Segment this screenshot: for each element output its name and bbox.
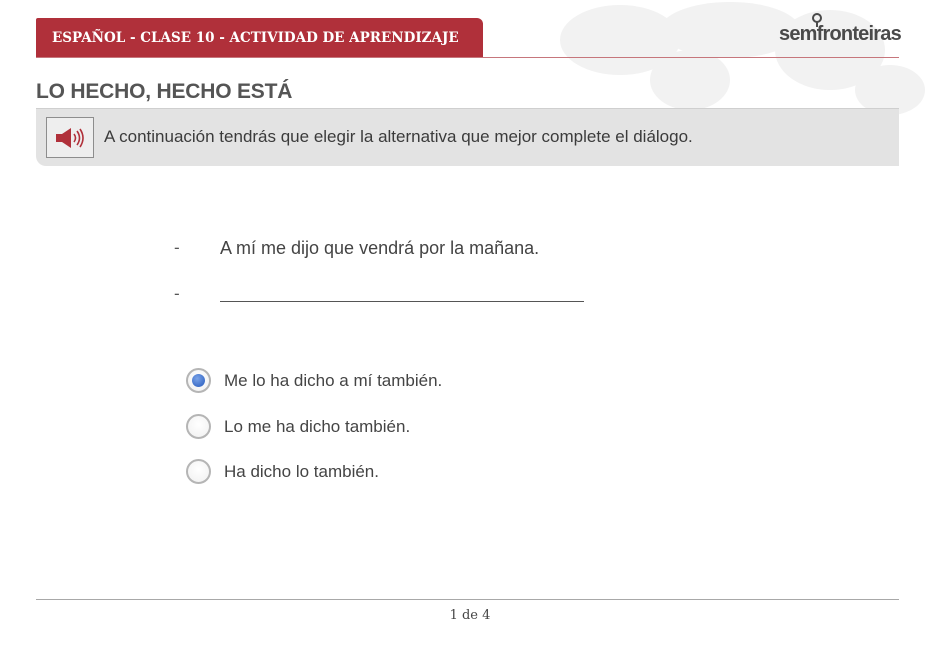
radio-button[interactable] <box>186 414 211 439</box>
footer-divider <box>36 599 899 600</box>
page-indicator: 1 de 4 <box>449 608 491 623</box>
option-1[interactable] <box>186 368 442 393</box>
instruction-bar <box>36 108 899 166</box>
dialog-dash-2: - <box>174 284 180 303</box>
course-title: ESPAÑOL - CLASE 10 - ACTIVIDAD DE APRENDIZAJE <box>52 29 459 46</box>
radio-button[interactable] <box>186 459 211 484</box>
dialog-dash-1: - <box>174 238 180 257</box>
semfronteiras-logo <box>779 22 901 46</box>
page-title: LO HECHO, HECHO ESTÁ <box>36 80 293 103</box>
option-label: Lo me ha dicho también. <box>224 416 411 436</box>
radio-button-selected[interactable] <box>186 368 211 393</box>
audio-button[interactable] <box>46 117 94 158</box>
world-map-background <box>470 0 940 120</box>
location-pin-icon <box>811 13 823 27</box>
option-3[interactable] <box>186 459 379 484</box>
course-header-tab <box>36 18 483 57</box>
header-divider <box>36 57 899 58</box>
answer-blank <box>220 301 584 302</box>
logo-text-sem: sem <box>779 23 817 45</box>
option-2[interactable] <box>186 414 410 439</box>
option-label: Me lo ha dicho a mí también. <box>224 370 443 390</box>
dialog-line-1: A mí me dijo que vendrá por la mañana. <box>220 238 540 258</box>
logo-text-fronteiras: fronteiras <box>816 23 901 45</box>
instruction-text: A continuación tendrás que elegir la alternativa que mejor complete el diálogo. <box>104 127 693 146</box>
speaker-icon <box>54 126 86 150</box>
option-label: Ha dicho lo también. <box>224 461 379 481</box>
radio-selected-dot <box>192 374 205 387</box>
